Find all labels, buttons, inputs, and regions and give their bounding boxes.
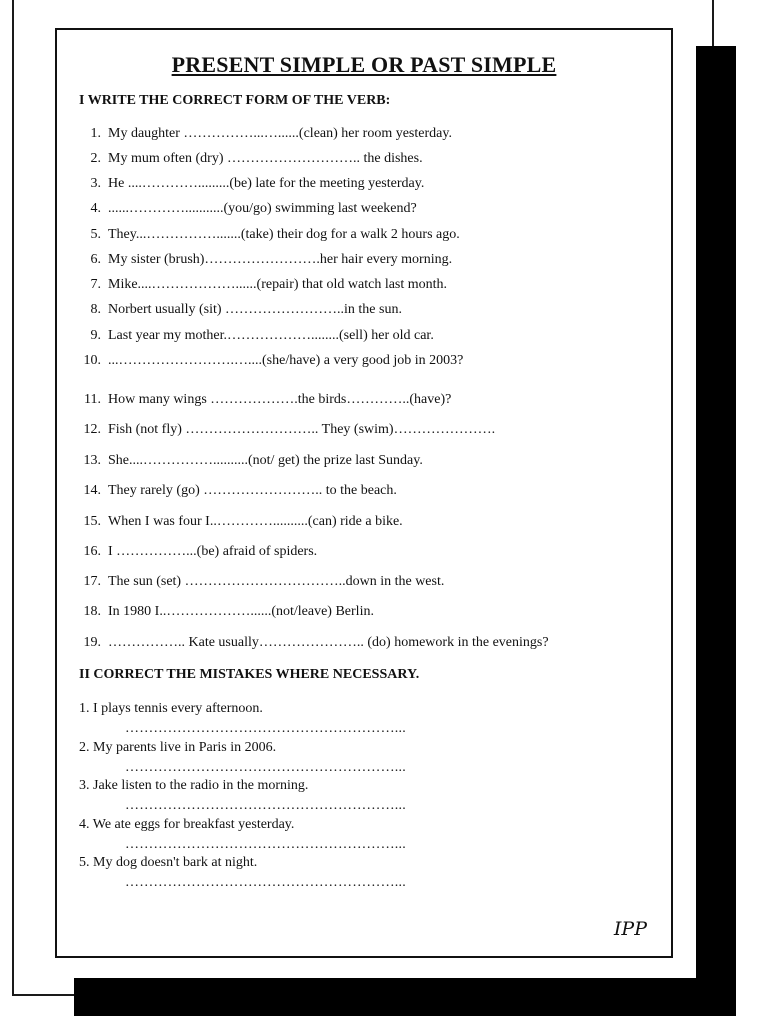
author-signature: IPP [613,918,647,940]
exercise-item [77,483,397,499]
answer-blank-line: …………………………………………………... [125,760,406,775]
exercise-text: They rarely (go) …………………….. to the beach. [108,483,397,498]
exercise-text: She....……………..........(not/ get) the prize last Sunday. [108,453,423,468]
exercise-item [77,514,403,530]
exercise-number: 5. [90,227,101,242]
exercise-item [77,453,423,469]
exercise-item [77,604,374,620]
exercise-item [77,201,417,217]
mistake-sentence: 5. My dog doesn't bark at night. [79,855,258,870]
exercise-item [77,151,423,167]
answer-blank-line: …………………………………………………... [125,837,406,852]
exercise-number: 2. [90,151,101,166]
exercise-item [77,574,444,590]
exercise-number: 16. [83,544,101,559]
exercise-text: When I was four I..…………..........(can) ride a bike. [108,514,403,529]
exercise-item [77,328,434,344]
exercise-number: 1. [90,126,101,141]
frame-shadow-bottom [74,978,736,1016]
exercise-number: 7. [90,277,101,292]
exercise-number: 19. [83,635,101,650]
exercise-text: How many wings ……………….the birds…………..(have)? [108,392,452,407]
exercise-text: The sun (set) ……………………………..down in the west. [108,574,445,589]
exercise-number: 9. [90,328,101,343]
exercise-item [77,277,447,293]
exercise-number: 14. [83,483,101,498]
exercise-number: 8. [90,302,101,317]
exercise-item [77,302,402,318]
exercise-text: My daughter ……………...…......(clean) her room yesterday. [108,126,452,141]
answer-blank-line: …………………………………………………... [125,875,406,890]
exercise-number: 15. [83,514,101,529]
mistake-sentence: 1. I plays tennis every afternoon. [79,701,263,716]
exercise-item [77,392,451,408]
exercise-number: 13. [83,453,101,468]
exercise-item [77,252,452,268]
exercise-text: My mum often (dry) ……………………….. the dishes. [108,151,423,166]
worksheet-page [55,28,673,958]
exercise-number: 18. [83,604,101,619]
exercise-item [77,422,495,438]
exercise-number: 3. [90,176,101,191]
exercise-number: 4. [90,201,101,216]
exercise-number: 11. [84,392,101,407]
exercise-text: I ……………...(be) afraid of spiders. [108,544,318,559]
exercise-item [77,544,317,560]
exercise-text: My sister (brush)…………………….her hair every morning. [108,252,453,267]
exercise-text: He ....………….........(be) late for the meeting yesterday. [108,176,425,191]
exercise-text: Fish (not fly) ……………………….. They (swim)…………………. [108,422,496,437]
answer-blank-line: …………………………………………………... [125,721,406,736]
exercise-text: Mike....………………......(repair) that old watch last month. [108,277,448,292]
answer-blank-line: …………………………………………………... [125,798,406,813]
exercise-text: ...…………………….…....(she/have) a very good job in 2003? [108,353,464,368]
mistake-sentence: 3. Jake listen to the radio in the morning. [79,778,309,793]
frame-shadow-right [696,46,736,1016]
exercise-item [77,635,549,651]
exercise-text: In 1980 I..………………......(not/leave) Berlin. [108,604,374,619]
mistake-sentence: 2. My parents live in Paris in 2006. [79,740,277,755]
exercise-text: Norbert usually (sit) ……………………..in the sun. [108,302,402,317]
exercise-number: 10. [83,353,101,368]
section2-heading: II CORRECT THE MISTAKES WHERE NECESSARY. [79,667,420,682]
exercise-number: 12. [83,422,101,437]
exercise-text: …………….. Kate usually………………….. (do) homework in the evenings? [108,635,549,650]
exercise-item [77,176,424,192]
exercise-number: 6. [90,252,101,267]
exercise-item [77,227,460,243]
exercise-item [77,126,452,142]
exercise-item [77,353,463,369]
exercise-text: Last year my mother.………………........(sell) her old car. [108,328,434,343]
exercise-text: They...…………….......(take) their dog for a walk 2 hours ago. [108,227,460,242]
mistake-sentence: 4. We ate eggs for breakfast yesterday. [79,817,295,832]
worksheet-title: PRESENT SIMPLE OR PAST SIMPLE [171,52,557,77]
exercise-number: 17. [83,574,101,589]
section1-heading: I WRITE THE CORRECT FORM OF THE VERB: [79,93,391,108]
exercise-text: ......…………...........(you/go) swimming last weekend? [108,201,417,216]
